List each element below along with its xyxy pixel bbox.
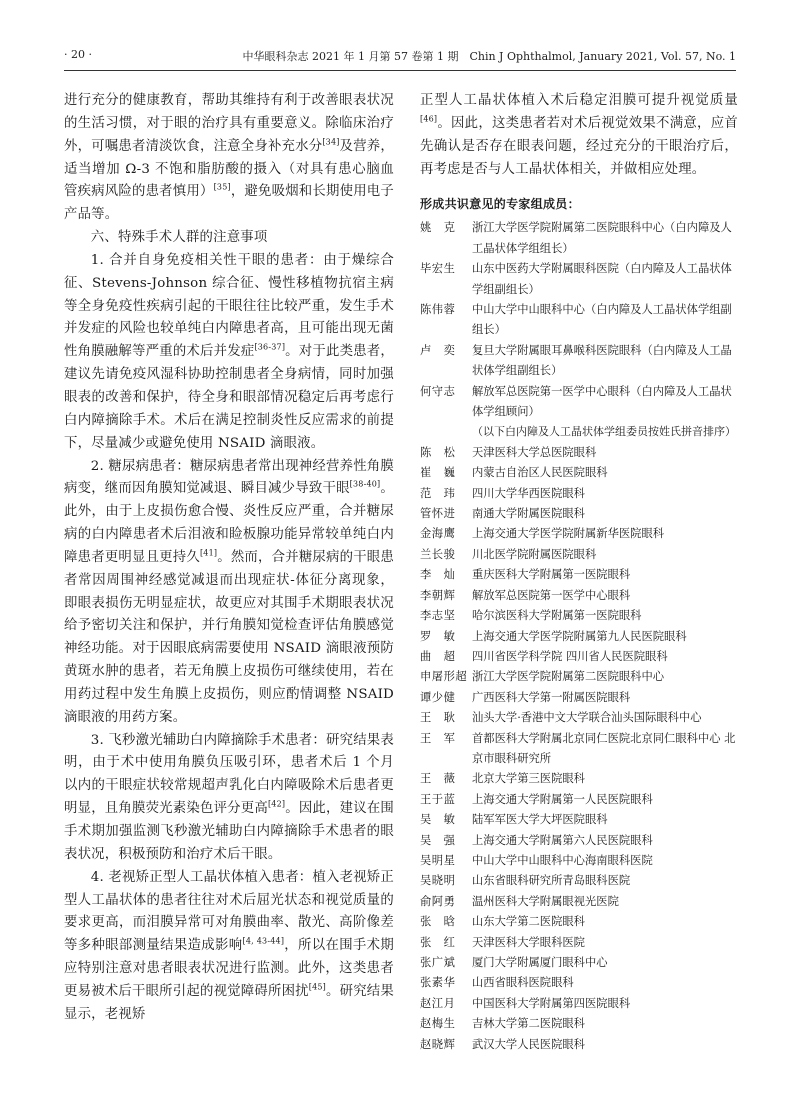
expert-name: 王于蓝	[420, 792, 456, 806]
expert-entry	[420, 565, 738, 585]
text-run: 进行充分的健康教育，帮助其维持有利于改善眼表状况的生活习惯，对于眼的治疗具有重要意义。除临床治疗外，可嘱患者清淡饮食，注意全身补充水分	[64, 93, 394, 154]
text-run: 2. 糖尿病患者：糖尿病患者常出现神经营养性角膜病变，继而因角膜知觉减退、瞬目减少导致干眼	[64, 458, 394, 497]
expert-entry	[420, 871, 738, 891]
expert-name: 陈伟蓉	[420, 303, 456, 316]
text-run: 。对于此类患者，建议先请免疫风湿科协助控制患者全身病情，同时加强眼表的改善和保护，待全身和眼部情况稳定后再考虑行白内障摘除手术。术后在满足控制炎性反应需求的前提下，尽量减少或避免使用 NSAID 滴眼液。	[64, 344, 394, 451]
text-run: 。此外，由于上皮损伤愈合慢、炎性反应严重，合并糖尿病的白内障患者术后泪液和睑板腺功能异常较单纯白内障患者更明显且更持久	[64, 481, 394, 565]
text-run: 4. 老视矫正型人工晶状体植入患者：植入老视矫正型人工晶状体的患者往往对术后屈光状态和视觉质量的要求更高，而泪膜异常可对角膜曲率、散光、高阶像差等多种眼部测量结果造成影响	[64, 869, 394, 954]
expert-entry	[420, 627, 738, 647]
expert-name: 吴 敏	[420, 813, 456, 827]
expert-name: 王 薇	[420, 772, 456, 786]
expert-affiliation: 中山大学中山眼科中心（白内障及人工晶状体学组副组长）	[472, 303, 732, 337]
page-number: · 20 ·	[64, 48, 92, 61]
expert-name: 吴明星	[420, 853, 456, 867]
text-run: 。因此，建议在围手术期加强监测飞秒激光辅助白内障摘除手术患者的眼表状况，积极预防和治疗术后干眼。	[64, 801, 395, 862]
expert-name: 张广斌	[420, 956, 456, 969]
expert-entry	[420, 259, 738, 300]
experts-leaders-list	[420, 218, 738, 422]
expert-affiliation: 内蒙古自治区人民医院眼科	[472, 466, 608, 480]
expert-name: 毕宏生	[420, 262, 456, 276]
expert-affiliation: 武汉大学人民医院眼科	[472, 1037, 585, 1051]
expert-affiliation: 汕头大学·香港中文大学联合汕头国际眼科中心	[472, 711, 702, 725]
expert-affiliation: 温州医科大学附属眼视光医院	[472, 894, 619, 908]
expert-name: 兰长骏	[420, 547, 456, 561]
expert-affiliation: 川北医学院附属医院眼科	[472, 547, 597, 561]
expert-name: 赵晓辉	[420, 1037, 456, 1051]
expert-affiliation: 中国医科大学附属第四医院眼科	[472, 996, 631, 1010]
expert-name: 姚 克	[420, 221, 456, 235]
expert-affiliation: 解放军总医院第一医学中心眼科（白内障及人工晶状体学组顾问）	[472, 384, 732, 419]
expert-affiliation: 上海交通大学附属第一人民医院眼科	[472, 792, 653, 806]
expert-affiliation: 浙江大学医学院附属第二医院眼科中心	[472, 670, 665, 684]
citation: [46]	[420, 114, 438, 124]
expert-entry	[420, 851, 738, 871]
expert-name: 崔 巍	[420, 466, 456, 480]
expert-affiliation: 山东省眼科研究所青岛眼科医院	[472, 874, 631, 888]
expert-entry	[420, 545, 738, 565]
expert-entry	[420, 382, 738, 423]
expert-entry	[420, 606, 738, 626]
text-run: 。研究结果显示，老视矫	[64, 983, 394, 1022]
paragraph-presbyopia-iol	[64, 867, 394, 1027]
text-run: 。因此，这类患者若对术后视觉效果不满意，应首先确认是否存在眼表问题，经过充分的干眼治疗后，再考虑是否与人工晶状体相关，并做相应处理。	[420, 115, 738, 177]
expert-entry	[420, 484, 738, 504]
expert-name: 谭少健	[420, 690, 456, 704]
expert-affiliation: 四川省医学科学院 四川省人民医院眼科	[472, 649, 668, 663]
citation: [41]	[199, 548, 218, 558]
expert-affiliation: 天津医科大学眼科医院	[472, 935, 585, 949]
expert-affiliation: 解放军总医院第一医学中心眼科	[472, 588, 631, 602]
expert-entry	[420, 973, 738, 993]
expert-entry	[420, 1035, 738, 1055]
expert-entry	[420, 443, 738, 463]
right-column	[420, 90, 738, 1055]
journal-citation: 中华眼科杂志 2021 年 1 月第 57 卷第 1 期 Chin J Ophthalmol, January 2021, Vol. 57, No. 1	[242, 50, 736, 63]
expert-name: 张素华	[420, 976, 456, 990]
expert-entry	[420, 912, 738, 932]
paragraph-health-education	[64, 90, 394, 227]
expert-affiliation: 山西省眼科医院眼科	[472, 976, 574, 990]
expert-name: 吴 强	[420, 833, 456, 847]
paragraph-autoimmune	[64, 250, 394, 456]
text-run: 3. 飞秒激光辅助白内障摘除手术患者：研究结果表明，由于术中使用角膜负压吸引环，患者术后 1 个月以内的干眼症状较常规超声乳化白内障吸除术后患者更明显，且角膜荧光素染色评分更高	[64, 732, 394, 817]
expert-name: 陈 松	[420, 445, 456, 459]
citation: [38-40]	[349, 479, 381, 489]
expert-affiliation: 复旦大学附属眼耳鼻喉科医院眼科（白内障及人工晶状体学组副组长）	[472, 343, 732, 378]
header-rule	[64, 70, 736, 71]
expert-entry	[420, 504, 738, 524]
expert-affiliation: 广西医科大学第一附属医院眼科	[472, 690, 631, 704]
expert-name: 卢 奕	[420, 343, 456, 357]
text-run: ，避免吸烟和长期使用电子产品等。	[64, 184, 394, 223]
expert-affiliation: 南通大学附属医院眼科	[472, 507, 585, 521]
expert-name: 何守志	[420, 384, 456, 398]
expert-entry	[420, 218, 738, 259]
expert-affiliation: 浙江大学医学院附属第二医院眼科中心（白内障及人工晶状体学组组长）	[472, 221, 732, 255]
expert-name: 申屠形超	[420, 670, 468, 684]
expert-name: 李朝辉	[420, 588, 456, 602]
text-run: 及营养，适当增加 Ω-3 不饱和脂肪酸的摄入（对具有患心脑血管疾病风险的患者慎用）	[64, 138, 394, 200]
text-run: 正型人工晶状体植入术后稳定泪膜可提升视觉质量	[420, 93, 738, 108]
expert-entry	[420, 524, 738, 544]
expert-name: 管怀进	[420, 507, 456, 521]
paragraph-femtosecond	[64, 730, 394, 867]
expert-affiliation: 厦门大学附属厦门眼科中心	[472, 956, 608, 969]
expert-entry	[420, 1014, 738, 1034]
expert-name: 范 玮	[420, 486, 456, 500]
expert-entry	[420, 463, 738, 483]
expert-entry	[420, 994, 738, 1014]
expert-name: 吴晓明	[420, 874, 456, 888]
expert-affiliation: 上海交通大学医学院附属第九人民医院眼科	[472, 629, 687, 643]
experts-members-list	[420, 443, 738, 1055]
expert-affiliation: 山东中医药大学附属眼科医院（白内障及人工晶状体学组副组长）	[472, 262, 732, 296]
section-heading-special-populations: 六、特殊手术人群的注意事项	[90, 230, 268, 246]
paragraph-diabetes	[64, 456, 394, 730]
expert-entry	[420, 688, 738, 708]
expert-entry	[420, 933, 738, 953]
expert-affiliation: 上海交通大学医学院附属新华医院眼科	[472, 527, 665, 541]
expert-entry	[420, 892, 738, 912]
expert-affiliation: 四川大学华西医院眼科	[472, 486, 585, 500]
expert-name: 张 晗	[420, 915, 456, 929]
citation: [45]	[308, 982, 326, 992]
left-column	[64, 90, 394, 1027]
citation: [36-37]	[254, 342, 286, 352]
expert-name: 李 灿	[420, 568, 456, 582]
experts-order-note: （以下白内障及人工晶状体学组委员按姓氏拼音排序）	[472, 425, 736, 439]
expert-affiliation: 重庆医科大学附属第一医院眼科	[472, 568, 631, 582]
expert-name: 金海鹰	[420, 527, 456, 541]
expert-affiliation: 吉林大学第二医院眼科	[472, 1017, 585, 1031]
expert-name: 曲 超	[420, 649, 456, 663]
expert-entry	[420, 667, 738, 687]
expert-affiliation: 哈尔滨医科大学附属第一医院眼科	[472, 609, 642, 623]
citation: [42]	[267, 799, 286, 809]
expert-affiliation: 中山大学中山眼科中心海南眼科医院	[472, 853, 653, 867]
citation: [34]	[322, 137, 340, 147]
expert-entry	[420, 769, 738, 789]
expert-name: 王 军	[420, 731, 456, 745]
expert-name: 赵梅生	[420, 1017, 456, 1031]
expert-entry	[420, 810, 738, 830]
text-run: 。然而，合并糖尿病的干眼患者常因周围神经感觉减退而出现症状-体征分离现象，即眼表损伤无明显症状，故更应对其围手术期眼表状况给予密切关注和保护，并行角膜知觉检查评估角膜感觉神经功能。对于因眼底病需要使用 NSAID 滴眼液预防黄斑水肿的患者，若无角膜上皮损伤可继续使用，若在用药过程中发生角膜上皮损伤，则应酌情调整 NSAID 滴眼液的用药方案。	[64, 549, 394, 725]
expert-affiliation: 上海交通大学附属第六人民医院眼科	[472, 833, 653, 847]
running-header	[64, 48, 736, 66]
expert-name: 赵江月	[420, 996, 456, 1010]
expert-entry	[420, 729, 738, 770]
citation: [4, 43-44]	[242, 936, 285, 946]
expert-name: 王 耿	[420, 711, 456, 725]
expert-entry	[420, 647, 738, 667]
paragraph-presbyopia-continued	[420, 90, 738, 181]
text-run: ，所以在围手术期应特别注意对患者眼表状况进行监测。此外，这类患者更易被术后干眼所引起的视觉障碍所困扰	[64, 938, 394, 999]
expert-name: 张 红	[420, 935, 456, 949]
citation: [35]	[213, 182, 231, 192]
expert-entry	[420, 341, 738, 382]
expert-affiliation: 北京大学第三医院眼科	[472, 772, 585, 786]
expert-affiliation: 天津医科大学总医院眼科	[472, 445, 597, 459]
expert-name: 李志坚	[420, 609, 456, 623]
expert-entry	[420, 953, 738, 973]
expert-affiliation: 陆军军医大学大坪医院眼科	[472, 813, 608, 827]
expert-entry	[420, 300, 738, 341]
expert-affiliation: 首都医科大学附属北京同仁医院北京同仁眼科中心 北京市眼科研究所	[472, 731, 736, 765]
expert-name: 罗 敏	[420, 629, 456, 643]
expert-name: 俞阿勇	[420, 894, 456, 908]
expert-entry	[420, 708, 738, 728]
expert-entry	[420, 586, 738, 606]
expert-entry	[420, 831, 738, 851]
experts-heading: 形成共识意见的专家组成员：	[420, 197, 580, 212]
expert-entry	[420, 790, 738, 810]
text-run: 1. 合并自身免疫相关性干眼的患者：由于燥综合征、Stevens-Johnson 综合征、慢性移植物抗宿主病等全身免疫性疾病引起的干眼往往比较严重，发生手术并发症的风险也较单纯白内障患者高，且可能出现无菌性角膜融解等严重的术后并发症	[64, 252, 394, 360]
expert-affiliation: 山东大学第二医院眼科	[472, 915, 585, 929]
